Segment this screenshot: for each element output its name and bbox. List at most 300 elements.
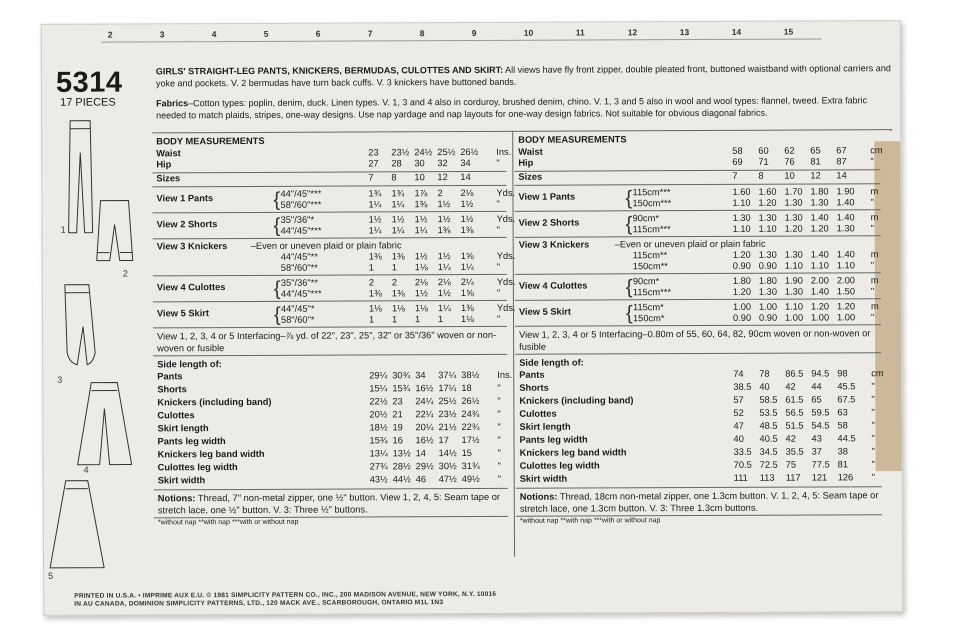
- size-value: 76: [784, 156, 795, 167]
- measurement-label: Culottes leg width: [519, 460, 600, 471]
- size-value: 1⅛: [391, 303, 405, 314]
- size-value: 8: [758, 170, 764, 181]
- fabric-width: 150cm***: [632, 198, 672, 209]
- nap-footnote: *without nap **with nap ***with or without nap: [157, 518, 299, 527]
- size-value: 40: [759, 381, 770, 392]
- size-value: 2⅛: [414, 277, 428, 288]
- size-value: 1.10: [732, 197, 751, 208]
- size-value: 23½: [438, 409, 457, 420]
- size-value: 1.50: [836, 286, 856, 297]
- size-value: 45.5: [837, 381, 856, 392]
- fabric-width: 44"/45"**: [280, 251, 318, 262]
- section-rule: [514, 183, 880, 186]
- size-value: 43½: [369, 474, 388, 485]
- size-value: 1.10: [732, 223, 751, 234]
- view-note: –Even or uneven plaid or plain fabric: [614, 238, 766, 250]
- fabric-width: 44"/45"*: [280, 303, 315, 314]
- size-value: 49½: [461, 473, 480, 485]
- size-value: 24¼: [415, 396, 434, 407]
- size-value: 1⅜: [460, 302, 474, 314]
- imprint-line-1: PRINTED IN U.S.A. • IMPRIME AUX E.U. © 1981 SIMPLICITY PATTERN CO., INC., 200 MADISON AVENUE, NEW YORK, N.Y. 10016: [74, 590, 497, 600]
- pattern-title: GIRLS' STRAIGHT-LEG PANTS, KNICKERS, BERMUDAS, CULOTTES AND SKIRT:: [155, 64, 504, 77]
- size-value: 47: [733, 420, 744, 431]
- size-value: 34: [415, 370, 426, 381]
- unit-label: ": [497, 447, 501, 458]
- size-value: 1⅜: [437, 225, 451, 236]
- size-value: 47½: [438, 474, 457, 485]
- imperial-chart: [156, 135, 516, 577]
- size-value: 1.40: [836, 249, 855, 260]
- size-value: 17½: [461, 434, 480, 446]
- unit-label: ": [871, 446, 875, 457]
- chart-row: [519, 381, 887, 394]
- size-value: 23½: [391, 147, 410, 158]
- size-value: 1¾: [391, 188, 405, 199]
- size-value: 0.90: [758, 260, 777, 271]
- size-value: 30: [414, 158, 425, 169]
- size-value: 1.70: [784, 186, 803, 197]
- size-value: 1⅜: [391, 288, 405, 299]
- fabric-width: 58"/60"**: [280, 262, 318, 273]
- measurement-label: Knickers leg band width: [519, 447, 627, 458]
- size-value: 81: [837, 459, 849, 470]
- fabric-width: 58"/60"***: [280, 199, 322, 210]
- chart-row: [520, 459, 888, 472]
- view2-shorts-sketch: [96, 200, 132, 260]
- unit-label: ": [496, 313, 501, 324]
- chart-row: [157, 396, 509, 409]
- size-value: 1.10: [836, 260, 855, 271]
- size-value: 15¼: [369, 383, 388, 394]
- size-value: 38.5: [733, 381, 752, 392]
- size-value: 63: [837, 407, 848, 418]
- size-value: 1.20: [732, 286, 752, 297]
- size-value: 1⅜: [414, 199, 428, 210]
- figure-number-1: 1: [60, 224, 66, 235]
- size-value: 37: [811, 446, 822, 457]
- size-value: 1.20: [836, 301, 856, 312]
- size-value: 1.30: [732, 212, 751, 223]
- unit-label: ": [871, 459, 875, 470]
- sizes-label: Sizes: [518, 171, 543, 182]
- waist-label: Waist: [156, 148, 181, 159]
- size-value: 58: [732, 145, 743, 156]
- size-value: 111: [733, 472, 748, 483]
- unit-label: Yds.: [496, 213, 516, 224]
- chart-row: [518, 133, 886, 146]
- size-value: 2: [391, 277, 398, 288]
- section-rule: [515, 235, 881, 238]
- size-value: 1¼: [437, 262, 451, 273]
- size-value: 46: [415, 474, 427, 485]
- size-value: 17¼: [438, 383, 457, 394]
- size-value: 2: [437, 188, 443, 199]
- ruler-mark: 3: [159, 29, 165, 40]
- chart-row: [519, 368, 887, 381]
- unit-label: m: [870, 249, 879, 260]
- size-value: 1.90: [784, 275, 803, 286]
- view-label: View 4 Culottes: [156, 282, 226, 293]
- size-value: 27¾: [369, 461, 388, 472]
- size-value: 1: [368, 314, 375, 325]
- size-value: 87: [836, 156, 847, 167]
- size-value: 1⅜: [368, 251, 382, 262]
- ruler-mark: 4: [211, 29, 217, 40]
- size-value: 2⅛: [437, 277, 451, 288]
- size-value: 10: [784, 170, 795, 181]
- figure-number-5: 5: [48, 570, 54, 581]
- ruler-mark: 2: [107, 29, 113, 40]
- unit-label: ": [871, 394, 875, 405]
- unit-label: Yds.: [496, 302, 516, 313]
- section-rule: [515, 324, 881, 327]
- size-value: 1½: [391, 214, 405, 225]
- size-value: 74: [733, 368, 744, 379]
- measurement-label: Shorts: [519, 382, 549, 393]
- measurement-label: Knickers (including band): [519, 395, 634, 406]
- size-value: 1.90: [836, 186, 855, 197]
- size-value: 59.5: [811, 407, 830, 418]
- chart-row: [156, 135, 508, 148]
- size-value: 24¾: [461, 408, 480, 420]
- size-value: 1.10: [810, 260, 829, 271]
- unit-label: ": [497, 434, 501, 445]
- fabric-suggestions: [156, 95, 891, 121]
- chart-row: [157, 358, 509, 371]
- ruler-mark: 8: [419, 28, 425, 39]
- size-value: 26½: [460, 146, 479, 158]
- size-value: 1½: [460, 198, 474, 210]
- bracket-glyph: {: [273, 303, 281, 326]
- measurement-label: Pants leg width: [519, 434, 588, 445]
- size-value: 1.00: [732, 301, 752, 312]
- size-value: 1⅝: [460, 287, 474, 299]
- size-value: 12: [810, 170, 821, 181]
- size-value: 67: [836, 145, 847, 156]
- size-value: 10: [414, 172, 425, 183]
- nap-footnote: *without nap **with nap ***with or without nap: [519, 517, 661, 525]
- size-value: 44: [811, 381, 822, 392]
- size-value: 1.30: [810, 197, 829, 208]
- size-value: 2: [368, 277, 375, 288]
- ruler-mark: 11: [575, 27, 585, 38]
- measurement-label: Knickers (including band): [157, 396, 272, 408]
- figure-number-2: 2: [122, 268, 128, 279]
- size-value: 1¼: [460, 261, 474, 273]
- size-value: 23: [392, 396, 403, 407]
- section-rule: [153, 237, 507, 240]
- ruler-mark: 6: [315, 28, 321, 39]
- chart-row: [158, 474, 510, 487]
- unit-label: ": [870, 156, 874, 167]
- unit-label: ": [871, 381, 875, 392]
- size-value: 25½: [438, 396, 457, 407]
- size-value: 57: [733, 394, 744, 405]
- notions-label: Notions:: [519, 491, 558, 502]
- chart-row: [520, 446, 888, 459]
- size-value: 1¼: [368, 199, 382, 210]
- metric-chart: [518, 133, 888, 575]
- size-value: 31¾: [461, 460, 480, 472]
- size-value: 33.5: [733, 446, 752, 457]
- size-value: 14: [836, 170, 847, 181]
- size-value: 75: [785, 459, 797, 470]
- fabric-width: 44"/45"***: [280, 288, 322, 299]
- section-rule: [153, 326, 507, 329]
- pattern-number: 5314: [55, 66, 123, 99]
- chart-row: [519, 223, 887, 236]
- bracket-glyph: {: [625, 302, 633, 325]
- view-label: View 4 Culottes: [518, 280, 588, 291]
- hip-label: Hip: [518, 157, 534, 168]
- size-value: 78: [759, 368, 770, 379]
- size-value: 7: [732, 170, 738, 181]
- size-value: 48.5: [759, 420, 778, 431]
- size-value: 0.90: [732, 260, 751, 271]
- size-value: 1¼: [437, 303, 451, 314]
- body-measurements-heading: BODY MEASUREMENTS: [156, 135, 265, 147]
- ruler-mark: 7: [367, 28, 373, 39]
- size-value: 22¼: [415, 409, 434, 420]
- size-value: 13½: [392, 448, 411, 459]
- size-value: 34: [460, 158, 471, 169]
- unit-label: cm: [870, 145, 883, 156]
- hip-label: Hip: [156, 159, 172, 170]
- size-value: 60: [758, 145, 769, 156]
- section-rule: [153, 211, 507, 214]
- size-value: 117: [785, 472, 801, 483]
- size-value: 15: [461, 448, 472, 459]
- size-value: 1: [391, 262, 397, 273]
- size-value: 51.5: [785, 420, 804, 431]
- section-rule: [516, 514, 882, 517]
- view5-skirt-sketch: [50, 481, 104, 568]
- unit-label: ": [496, 261, 501, 272]
- size-value: 23: [368, 147, 379, 158]
- size-value: 21½: [438, 422, 457, 433]
- size-value: 20¼: [415, 422, 434, 433]
- section-rule: [153, 300, 507, 303]
- sizes-label: Sizes: [156, 173, 181, 184]
- fabric-width: 90cm*: [632, 213, 659, 224]
- unit-label: m: [870, 275, 879, 286]
- size-value: 65: [811, 394, 822, 405]
- fabric-width: 115cm***: [632, 224, 671, 235]
- chart-row: [519, 356, 887, 369]
- chart-row: [519, 420, 887, 433]
- measurement-label: Skirt width: [519, 473, 568, 484]
- size-value: 32: [437, 158, 448, 169]
- size-value: 1⅛: [414, 303, 428, 314]
- size-value: 1.80: [810, 186, 829, 197]
- size-value: 2⅛: [460, 187, 474, 199]
- unit-label: ": [870, 260, 875, 271]
- size-value: 1½: [460, 213, 474, 225]
- size-value: 1½: [414, 214, 428, 225]
- size-value: 86.5: [785, 368, 804, 379]
- fabrics-text: –Cotton types: poplin, denim, duck. Linen types. V. 1, 3 and 4 also in corduroy, brushed denim, chino. V. 1, 3 and 5 also in wool and wool types: flannel, tweed. Extra fabric needed to match plaids, stripes, one-way designs. Use nap yardage and nap layouts for one-way design fabrics. Not suitable for obvious diagonal fabrics.: [156, 95, 868, 120]
- fabric-width: 150cm**: [632, 261, 668, 272]
- section-rule: [515, 272, 881, 275]
- unit-label: m: [870, 301, 879, 312]
- view-label: View 3 Knickers: [156, 241, 228, 252]
- size-value: 1.20: [784, 223, 803, 234]
- measurement-label: Culottes: [519, 408, 557, 419]
- view1-pants-sketch: [68, 121, 92, 233]
- size-value: 29½: [415, 461, 434, 472]
- size-value: 24½: [414, 147, 433, 158]
- measurement-label: Pants: [519, 369, 545, 380]
- garment-sketches-svg: [42, 112, 154, 582]
- size-value: 1.00: [836, 312, 856, 323]
- inch-ruler: [102, 25, 822, 42]
- unit-label: Yds.: [496, 276, 516, 287]
- size-value: 16: [392, 435, 403, 446]
- chart-row: [519, 407, 887, 420]
- unit-label: ": [496, 224, 500, 235]
- size-value: 7: [368, 172, 374, 183]
- ruler-mark: 9: [471, 27, 477, 38]
- view-drawings: [42, 112, 154, 582]
- size-value: 1.30: [758, 249, 777, 260]
- size-value: 58.5: [759, 394, 778, 405]
- size-value: 16½: [415, 435, 434, 446]
- size-value: 69: [732, 156, 743, 167]
- chart-row: [157, 288, 509, 301]
- section-rule: [152, 185, 506, 188]
- chart-row: [156, 158, 508, 171]
- size-value: 72.5: [759, 459, 778, 470]
- size-value: 62: [784, 145, 795, 156]
- size-value: 29¼: [369, 370, 388, 381]
- size-value: 1.30: [784, 286, 804, 297]
- size-value: 1.40: [810, 249, 829, 260]
- fabric-width: 35"/36"*: [280, 214, 315, 225]
- interfacing-text: View 1, 2, 3, 4 or 5 Interfacing–0.80m of 55, 60, 64, 82, 90cm woven or non-woven or fusible: [519, 328, 871, 352]
- measurement-label: Knickers leg band width: [157, 448, 265, 460]
- notions-label: Notions:: [157, 493, 196, 504]
- size-value: 1¾: [368, 188, 382, 199]
- chart-row: [520, 433, 888, 446]
- imprint-line-2: IN AU CANADA, DOMINION SIMPLICITY PATTERNS, LTD., 120 MACK AVE., SCARBOROUGH, ONTARIO M1L 1N3: [74, 599, 444, 608]
- size-value: 1.20: [810, 301, 830, 312]
- size-value: 37¼: [438, 370, 457, 381]
- view-label: View 5 Skirt: [518, 306, 572, 317]
- size-value: 21: [392, 409, 403, 420]
- unit-label: Ins.: [497, 369, 513, 380]
- size-value: 35.5: [785, 446, 804, 457]
- size-value: 65: [810, 145, 821, 156]
- view-note: –Even or uneven plaid or plain fabric: [250, 240, 402, 251]
- size-value: 0.90: [758, 312, 778, 323]
- size-value: 1.20: [810, 223, 829, 234]
- size-value: 1⅝: [460, 250, 474, 262]
- size-value: 1.30: [758, 286, 778, 297]
- size-value: 1.40: [836, 212, 855, 223]
- unit-label: Yds.: [496, 250, 516, 261]
- size-value: 40: [733, 433, 744, 444]
- unit-label: ": [497, 382, 501, 393]
- measurement-label: Culottes leg width: [157, 462, 238, 473]
- chart-row: [157, 409, 509, 422]
- size-value: 1½: [437, 288, 451, 299]
- chart-row: [518, 197, 886, 210]
- view-label: View 1 Pants: [156, 193, 214, 204]
- size-value: 1.10: [784, 260, 803, 271]
- chart-row: [156, 172, 508, 185]
- section-rule: [153, 274, 507, 277]
- size-value: 1.30: [784, 249, 803, 260]
- size-value: 1.30: [784, 212, 803, 223]
- size-value: 18½: [369, 422, 388, 433]
- size-value: 113: [759, 472, 775, 483]
- unit-label: ": [870, 223, 874, 234]
- size-value: 1: [391, 314, 398, 325]
- size-value: 1.00: [758, 301, 778, 312]
- bracket-glyph: {: [273, 214, 281, 237]
- unit-label: m: [870, 212, 879, 223]
- bracket-glyph: {: [273, 188, 281, 211]
- fabric-width: 35"/36"**: [280, 277, 318, 288]
- size-value: 1.00: [810, 312, 830, 323]
- chart-row: [518, 170, 886, 183]
- size-value: 1.80: [758, 275, 777, 286]
- size-value: 27: [368, 158, 379, 169]
- view3-knickers-sketch: [65, 285, 95, 365]
- waist-label: Waist: [518, 146, 543, 157]
- size-value: 1.20: [758, 197, 777, 208]
- size-value: 1.20: [732, 249, 751, 260]
- size-value: 12: [437, 172, 448, 183]
- size-value: 30½: [438, 461, 457, 472]
- unit-label: ": [496, 198, 500, 209]
- view4-culottes-sketch: [77, 382, 131, 464]
- chart-row: [157, 262, 509, 275]
- size-value: 1½: [368, 214, 382, 225]
- unit-label: cm: [871, 368, 884, 379]
- size-value: 22¾: [461, 421, 480, 433]
- size-value: 121: [811, 472, 828, 483]
- measurement-label: Skirt length: [157, 423, 209, 434]
- size-value: 56.5: [785, 407, 804, 418]
- chart-row: [157, 422, 509, 435]
- fabric-width: 115cm***: [632, 287, 671, 298]
- chart-row: [520, 472, 888, 485]
- unit-label: m: [870, 186, 879, 197]
- size-value: 19: [392, 422, 403, 433]
- section-rule: [153, 354, 507, 357]
- size-value: 1.30: [784, 197, 803, 208]
- size-value: 1.40: [836, 197, 855, 208]
- size-value: 1: [437, 314, 444, 325]
- notions-text: Thread, 7" non-metal zipper, one ½" button. View 1, 2, 4, 5: Seam tape or stretch lace, one ½" button. V. 3: Three ½" buttons.: [157, 491, 500, 516]
- size-value: 42: [785, 433, 796, 444]
- size-value: 2.00: [810, 275, 829, 286]
- chart-row: [157, 383, 509, 396]
- pattern-envelope-back: [41, 20, 904, 616]
- size-value: 14: [460, 172, 471, 183]
- ruler-mark: 5: [263, 28, 269, 39]
- section-rule: [515, 209, 881, 212]
- size-value: 14: [415, 448, 426, 459]
- unit-label: ": [871, 407, 875, 418]
- size-value: 1: [414, 314, 421, 325]
- size-value: 38½: [461, 369, 480, 381]
- unit-label: ": [497, 473, 502, 484]
- size-value: 1.10: [784, 301, 804, 312]
- ruler-mark: 10: [523, 27, 534, 38]
- size-value: 20½: [369, 409, 388, 420]
